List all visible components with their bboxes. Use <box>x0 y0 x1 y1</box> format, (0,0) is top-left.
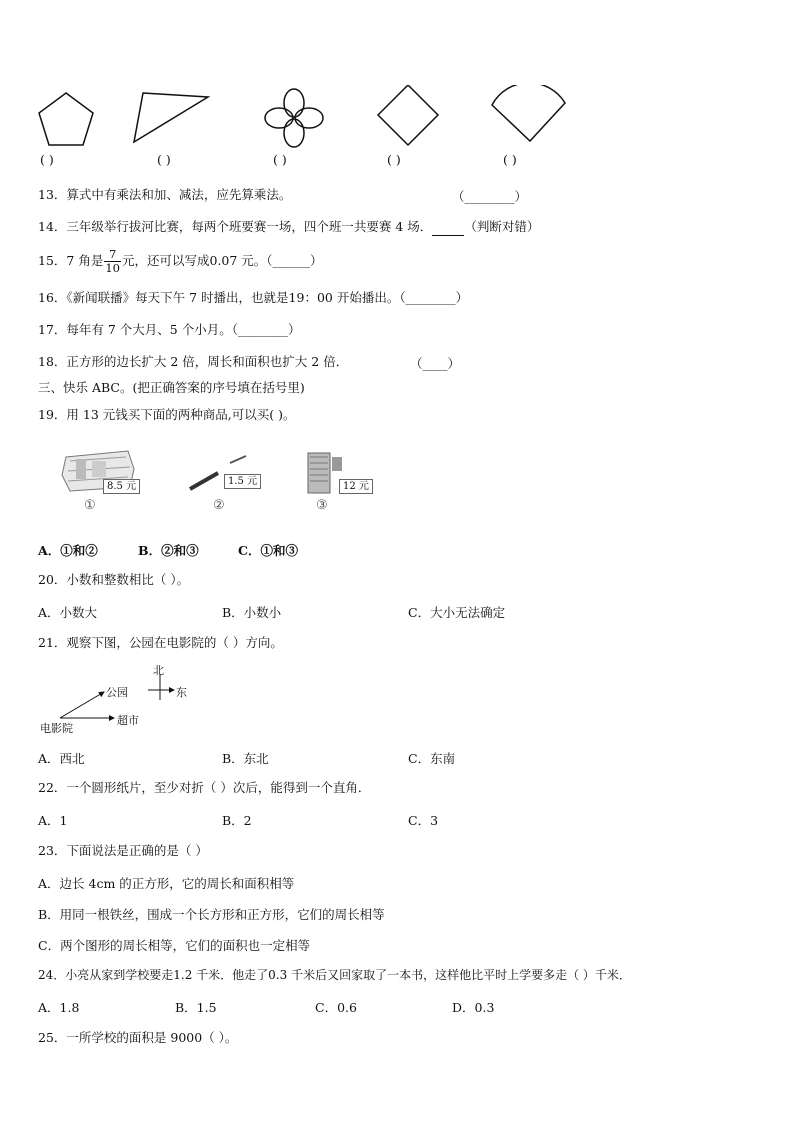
question-25: 25．一所学校的面积是 9000（ ）。 <box>38 1030 238 1045</box>
question-17 <box>38 322 301 338</box>
question-18-blank[interactable]: （____） <box>410 356 461 371</box>
shape-blank-1[interactable]: ( ) <box>40 152 54 167</box>
market-label: 超市 <box>117 714 139 727</box>
option-23-c[interactable]: C．两个图形的周长相等，它们的面积也一定相等 <box>38 938 311 953</box>
question-15-blank[interactable]: （______） <box>266 253 323 268</box>
question-19: 19．用 13 元钱买下面的两种商品,可以买( )。 <box>38 407 296 422</box>
question-14-tail: （判断对错） <box>464 219 540 234</box>
diamond-shape <box>378 85 438 145</box>
question-17-text: 17．每年有 7 个大月、5 个小月。 <box>38 322 232 337</box>
option-20-a[interactable]: A．小数大 <box>38 605 98 620</box>
question-14-text: 14．三年级举行拔河比赛，每两个班要赛一场，四个班一共要赛 4 场． <box>38 219 433 234</box>
question-24: 24．小亮从家到学校要走1.2 千米．他走了0.3 千米后又回家取了一本书，这样他比平时上学要多走（ ）千米． <box>38 968 631 982</box>
option-19-c[interactable]: C．①和③ <box>238 543 298 558</box>
north-label: 北 <box>153 664 164 677</box>
question-14-blank[interactable] <box>432 219 464 236</box>
option-20-b[interactable]: B．小数小 <box>222 605 282 620</box>
pentagon-shape <box>39 93 93 145</box>
shape-blank-5[interactable]: ( ) <box>503 152 517 167</box>
question-23: 23．下面说法是正确的是（ ） <box>38 843 208 858</box>
book-image <box>308 453 342 493</box>
question-16-blank[interactable]: （________） <box>399 290 469 305</box>
shape-blank-4[interactable]: ( ) <box>387 152 401 167</box>
triangle-shape <box>134 93 208 142</box>
flower-shape <box>265 89 323 147</box>
question-13-blank[interactable]: （________） <box>452 189 528 204</box>
option-24-c[interactable]: C．0.6 <box>315 1000 357 1015</box>
option-23-b[interactable]: B．用同一根铁丝，围成一个长方形和正方形，它们的周长相等 <box>38 907 385 922</box>
shapes-figure <box>30 85 590 155</box>
price-tag-3: 12 元 <box>339 479 373 494</box>
question-17-blank[interactable]: （________） <box>231 322 301 337</box>
question-13 <box>38 187 291 203</box>
fraction <box>104 248 121 275</box>
cinema-label: 电影院 <box>40 722 73 735</box>
question-13-text: 13．算式中有乘法和加、减法，应先算乘法。 <box>38 187 292 202</box>
question-14 <box>38 219 539 236</box>
park-label: 公园 <box>106 686 128 699</box>
option-20-c[interactable]: C．大小无法确定 <box>408 605 506 620</box>
option-23-a[interactable]: A．边长 4cm 的正方形，它的周长和面积相等 <box>38 876 295 891</box>
east-label: 东 <box>176 686 187 699</box>
option-24-b[interactable]: B．1.5 <box>175 1000 217 1015</box>
option-21-b[interactable]: B．东北 <box>222 751 269 766</box>
fraction-denominator: 10 <box>105 261 120 275</box>
shape-blank-3[interactable]: ( ) <box>273 152 287 167</box>
price-tag-1: 8.5 元 <box>103 479 140 494</box>
item-number-3: ③ <box>316 498 328 513</box>
option-24-a[interactable]: A．1.8 <box>38 1000 80 1015</box>
question-15 <box>38 246 323 276</box>
option-19-b[interactable]: B．②和③ <box>138 543 199 558</box>
option-19-a[interactable]: A．①和② <box>38 543 98 558</box>
question-16 <box>38 290 468 306</box>
question-20: 20．小数和整数相比（ ）。 <box>38 572 190 587</box>
question-21: 21．观察下图，公园在电影院的（ ）方向。 <box>38 635 283 650</box>
option-24-d[interactable]: D．0.3 <box>452 1000 495 1015</box>
question-16-text: 16．《新闻联播》每天下午 7 时播出，也就是19：00 开始播出。 <box>38 290 400 305</box>
question-18-text: 18．正方形的边长扩大 2 倍，周长和面积也扩大 2 倍． <box>38 354 349 369</box>
item-number-1: ① <box>84 498 96 513</box>
arrow-to-park <box>60 692 104 718</box>
option-21-c[interactable]: C．东南 <box>408 751 456 766</box>
question-15-post: 元，还可以写成0.07 元。 <box>121 253 267 268</box>
price-tag-2: 1.5 元 <box>224 474 261 489</box>
question-18 <box>38 354 348 370</box>
option-22-a[interactable]: A．1 <box>38 813 68 828</box>
section-3-heading: 三、快乐 ABC。(把正确答案的序号填在括号里) <box>38 380 305 395</box>
option-22-b[interactable]: B．2 <box>222 813 252 828</box>
fan-shape <box>492 85 565 141</box>
option-22-c[interactable]: C．3 <box>408 813 439 828</box>
fraction-numerator: 7 <box>104 248 121 262</box>
option-21-a[interactable]: A．西北 <box>38 751 85 766</box>
question-15-pre: 15．7 角是 <box>38 253 104 268</box>
shape-blank-2[interactable]: ( ) <box>157 152 171 167</box>
question-22: 22．一个圆形纸片，至少对折（ ）次后，能得到一个直角． <box>38 780 371 795</box>
item-number-2: ② <box>213 498 225 513</box>
